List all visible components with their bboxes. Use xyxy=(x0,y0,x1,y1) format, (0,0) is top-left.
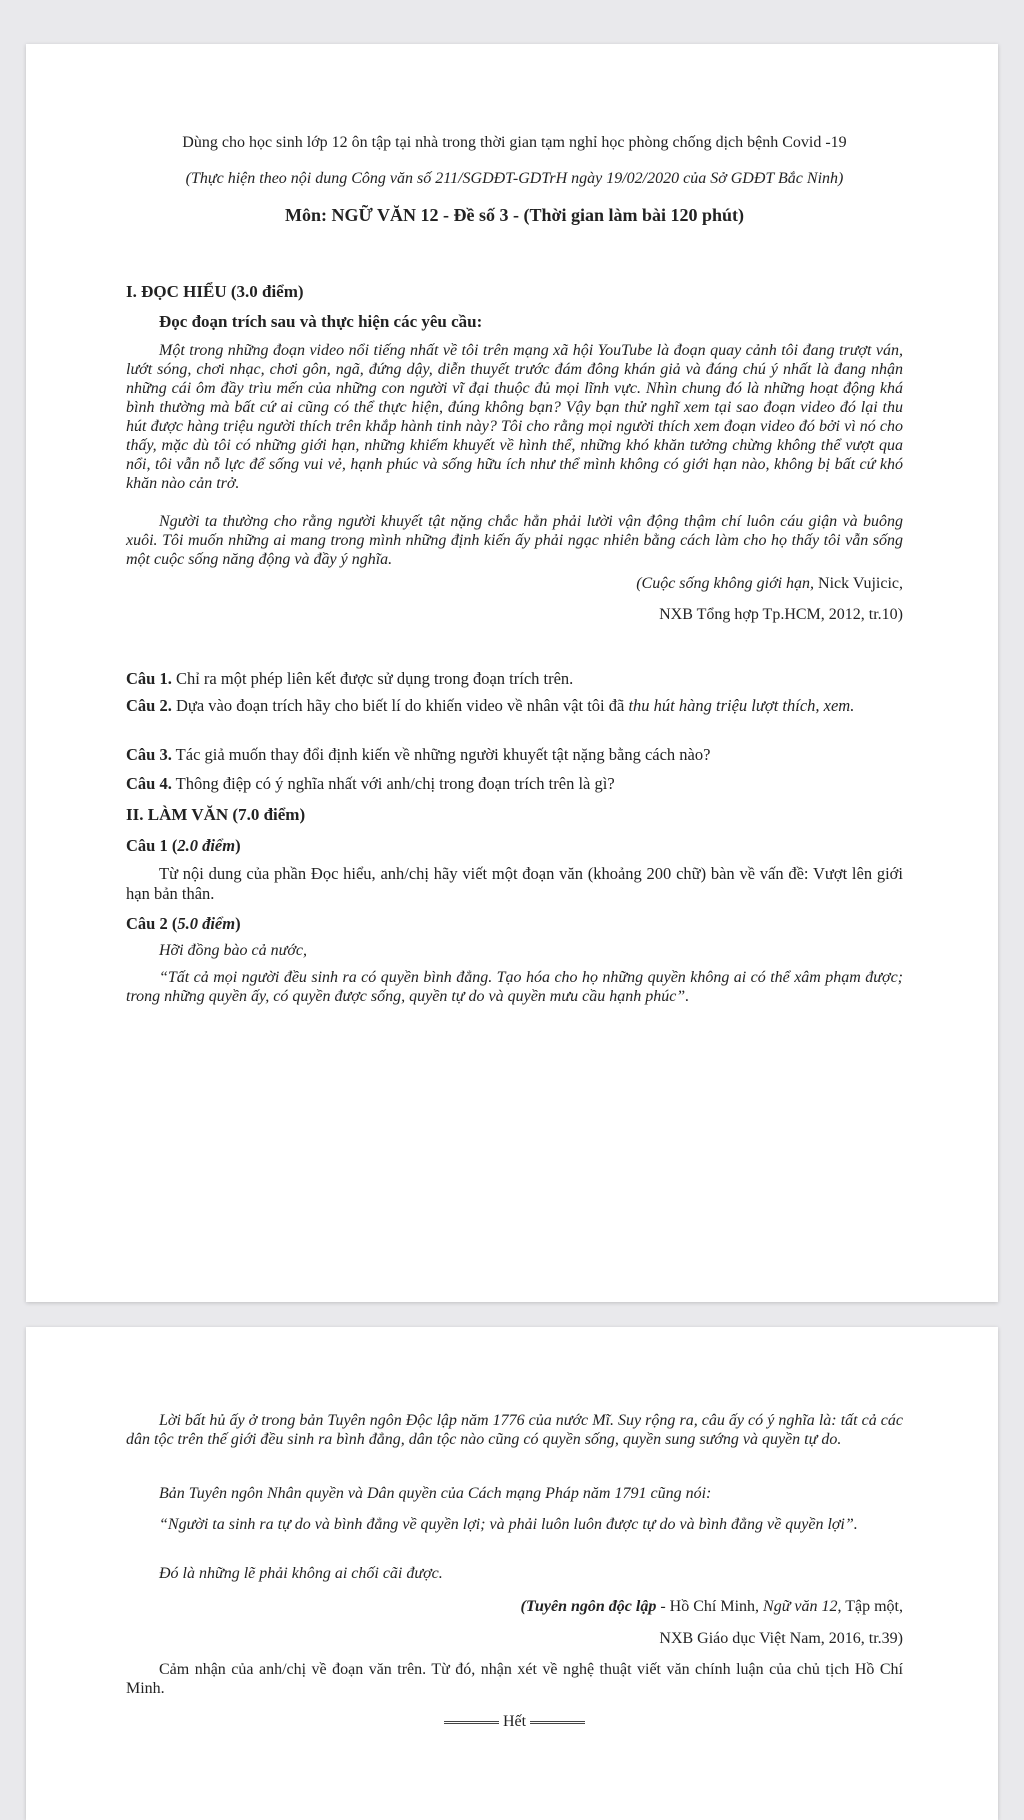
end-text: Hết xyxy=(502,1713,527,1730)
essay-2-heading xyxy=(126,914,903,934)
source-line-2: NXB Giáo dục Việt Nam, 2016, tr.39) xyxy=(659,1630,903,1647)
essay-2-label: Câu 2 ( xyxy=(126,914,178,933)
document-page-2 xyxy=(26,1327,998,1820)
end-rule-right xyxy=(530,1721,585,1724)
essay-2-quote: “Tất cả mọi người đều sinh ra có quyền bình đẳng. Tạo hóa cho họ những quyền không ai có thể xâm phạm được; trong những quyền ấy, có quyền được sống, quyền tự do và quyền mưu cầu hạnh phúc”. xyxy=(126,969,903,1005)
question-3-text: Tác giả muốn thay đổi định kiến về những người khuyết tật nặng bằng cách nào? xyxy=(171,745,711,764)
source-author: - Hồ Chí Minh, xyxy=(656,1598,764,1615)
header-line-1: Dùng cho học sinh lớp 12 ôn tập tại nhà trong thời gian tạm nghỉ học phòng chống dịch bệnh Covid -19 xyxy=(182,134,847,151)
end-marker xyxy=(126,1713,903,1731)
section-1-title: I. ĐỌC HIỂU (3.0 điểm) xyxy=(126,282,304,301)
source-line-1 xyxy=(126,1598,903,1616)
passage-paragraph-1: Một trong những đoạn video nổi tiếng nhất về tôi trên mạng xã hội YouTube là đoạn quay cảnh tôi đang trượt ván, lướt sóng, chơi nhạc, chơi gôn, ngã, đứng dậy, diễn thuyết trước đám đông khán giả và đáng chú ý nhất là đang nhận những cái ôm đầy trìu mến của những con người vĩ đại thuộc đủ mọi lĩnh vực. Nhìn chung đó là những hoạt động khá bình thường mà bất cứ ai cũng có thể thực hiện, đúng không bạn? Vậy bạn thử nghĩ xem tại sao đoạn video đó lại thu hút được hàng triệu người thích trên khắp hành tinh này? Tôi cho rằng mọi người thích xem đoạn video đó bởi vì nó cho thấy, mặc dù tôi có những giới hạn, những khiếm khuyết về hình thể, những khó khăn tưởng chừng không thể vượt qua nổi, tôi vẫn nỗ lực để sống vui vẻ, hạnh phúc và sống hữu ích như thể mình không có giới hạn nào, không bị bất cứ khó khăn nào cản trở. xyxy=(126,342,903,492)
header-line-2: (Thực hiện theo nội dung Công văn số 211/SGDĐT-GDTrH ngày 19/02/2020 của Sở GDĐT Bắc Ninh) xyxy=(185,170,844,187)
source-book: Ngữ văn 12 xyxy=(763,1598,838,1615)
question-2-label: Câu 2. xyxy=(126,696,172,715)
passage-paragraph-2: Người ta thường cho rằng người khuyết tật nặng chắc hẳn phải lười vận động thậm chí luôn cáu giận và buông xuôi. Tôi muốn những ai mang trong mình những định kiến ấy phải ngạc nhiên bằng cách làm cho họ thấy tôi vẫn sống một cuộc sống năng động và đầy ý nghĩa. xyxy=(126,513,903,568)
section-1-instruction: Đọc đoạn trích sau và thực hiện các yêu cầu: xyxy=(159,312,483,331)
exam-title: Môn: NGỮ VĂN 12 - Đề số 3 - (Thời gian làm bài 120 phút) xyxy=(285,205,744,225)
question-4 xyxy=(126,774,903,794)
citation-line-1 xyxy=(126,575,903,593)
question-1-label: Câu 1. xyxy=(126,669,172,688)
essay-1-close: ) xyxy=(235,836,241,855)
section-2-title: II. LÀM VĂN (7.0 điểm) xyxy=(126,805,306,824)
source-title: (Tuyên ngôn độc lập xyxy=(520,1598,657,1615)
page-2-paragraph-4: Đó là những lẽ phải không ai chối cãi được. xyxy=(159,1565,443,1582)
question-4-label: Câu 4. xyxy=(126,774,172,793)
essay-2-greeting: Hỡi đồng bào cả nước, xyxy=(159,942,308,959)
essay-1-label: Câu 1 ( xyxy=(126,836,178,855)
question-4-text: Thông điệp có ý nghĩa nhất với anh/chị trong đoạn trích trên là gì? xyxy=(171,774,615,793)
question-1 xyxy=(126,669,903,689)
page-2-paragraph-1: Lời bất hủ ấy ở trong bản Tuyên ngôn Độc lập năm 1776 của nước Mĩ. Suy rộng ra, câu ấy có ý nghĩa là: tất cả các dân tộc trên thế giới đều sinh ra bình đẳng, dân tộc nào cũng có quyền sống, quyền sung sướng và quyền tự do. xyxy=(126,1412,903,1448)
essay-2-points: 5.0 điểm xyxy=(177,914,236,933)
essay-1-heading xyxy=(126,836,903,856)
question-2-text: Dựa vào đoạn trích hãy cho biết lí do khiến video về nhân vật tôi đã xyxy=(171,696,629,715)
citation-author: Nick Vujicic, xyxy=(814,575,903,592)
essay-1-points: 2.0 điểm xyxy=(177,836,236,855)
question-2-italic: thu hút hàng triệu lượt thích, xem. xyxy=(628,696,855,715)
source-volume: , Tập một, xyxy=(837,1598,903,1615)
question-1-text: Chỉ ra một phép liên kết được sử dụng trong đoạn trích trên. xyxy=(171,669,574,688)
end-rule-left xyxy=(444,1721,499,1724)
page-2-paragraph-3: “Người ta sinh ra tự do và bình đẳng về quyền lợi; và phải luôn luôn được tự do và bình đẳng về quyền lợi”. xyxy=(159,1516,858,1533)
citation-line-2: NXB Tổng hợp Tp.HCM, 2012, tr.10) xyxy=(659,606,903,623)
question-3-label: Câu 3. xyxy=(126,745,172,764)
essay-2-task: Cảm nhận của anh/chị về đoạn văn trên. Từ đó, nhận xét về nghệ thuật viết văn chính luận của chủ tịch Hồ Chí Minh. xyxy=(126,1661,903,1697)
essay-2-close: ) xyxy=(235,914,241,933)
question-3 xyxy=(126,745,903,765)
question-2 xyxy=(126,696,903,716)
citation-book: (Cuộc sống không giới hạn, xyxy=(636,575,815,592)
essay-1-prompt: Từ nội dung của phần Đọc hiểu, anh/chị hãy viết một đoạn văn (khoảng 200 chữ) bàn về vấn đề: Vượt lên giới hạn bản thân. xyxy=(126,864,903,903)
document-page-1 xyxy=(26,44,998,1302)
page-2-paragraph-2: Bản Tuyên ngôn Nhân quyền và Dân quyền của Cách mạng Pháp năm 1791 cũng nói: xyxy=(159,1485,712,1502)
